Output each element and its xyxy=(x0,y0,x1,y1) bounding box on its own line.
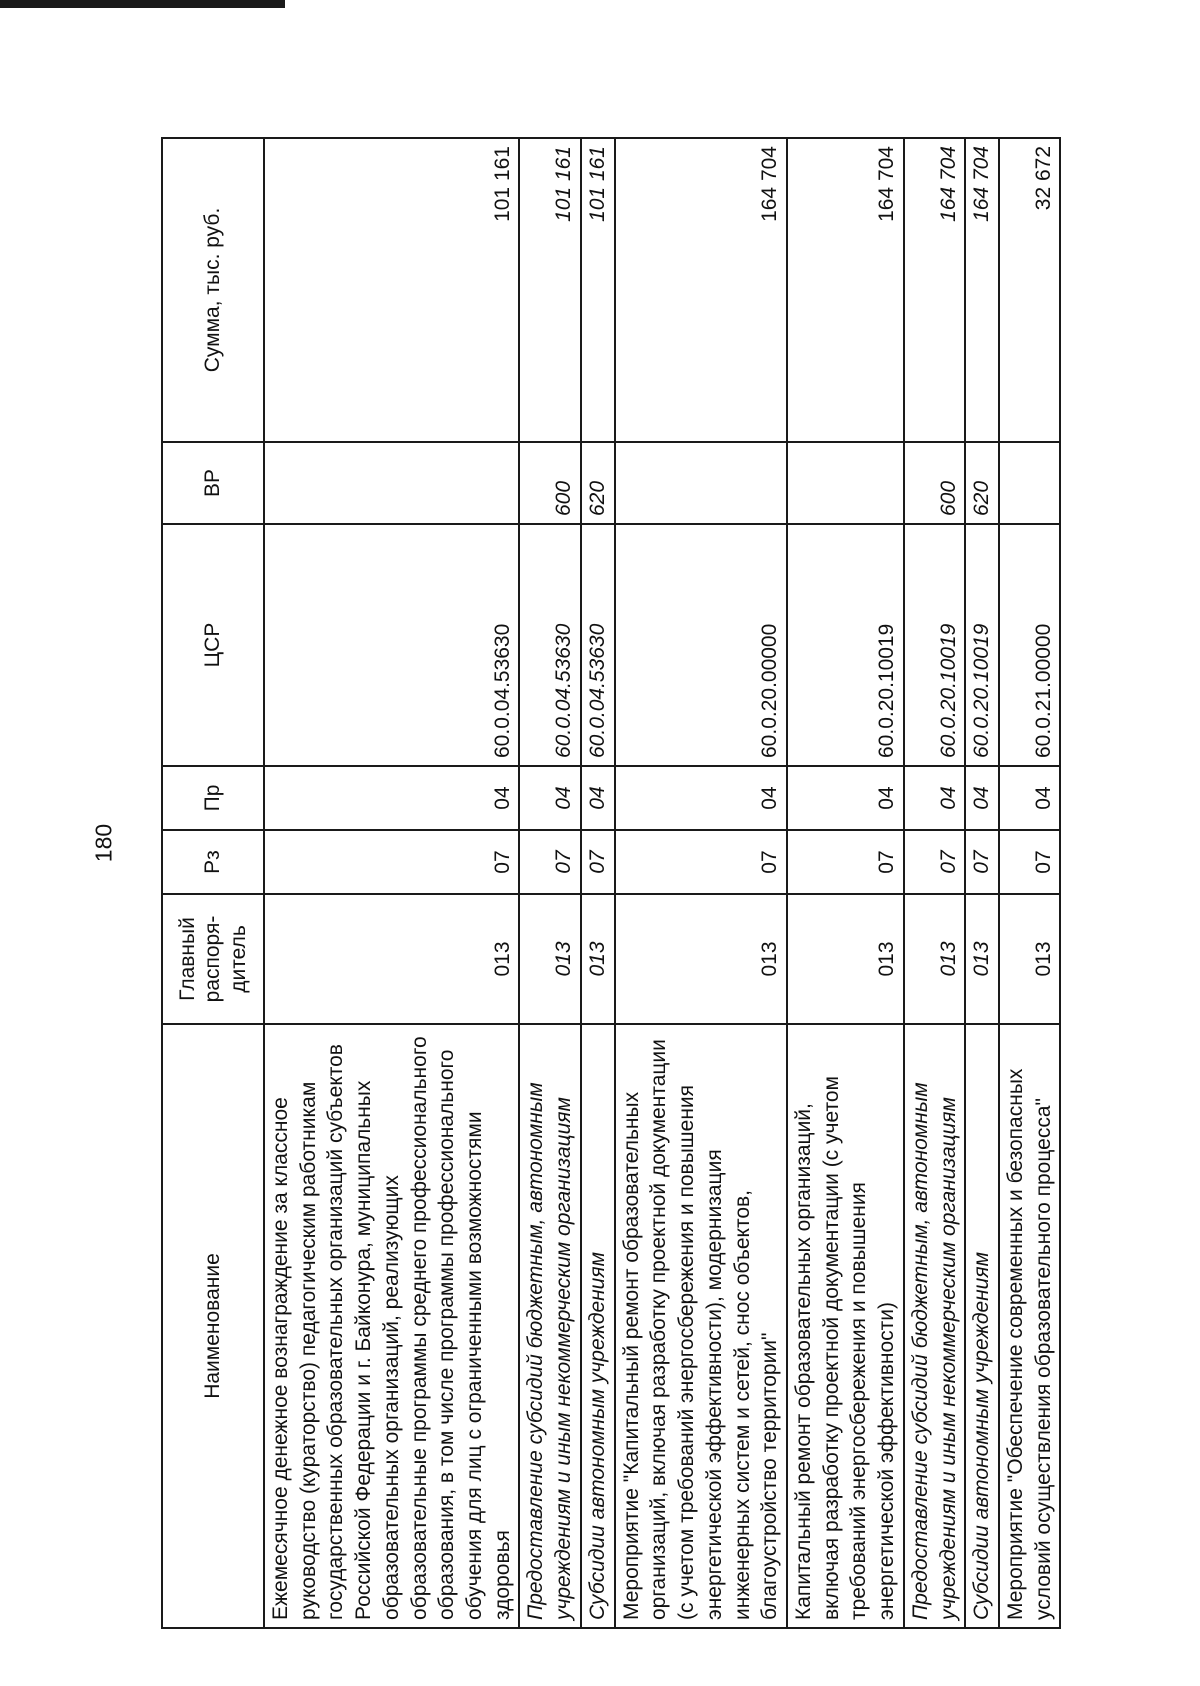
cell-pr: 04 xyxy=(615,766,787,830)
table-row xyxy=(999,138,1060,1628)
cell-name: Субсидии автономным учреждениям xyxy=(965,1024,999,1628)
cell-csr: 60.0.04.53630 xyxy=(519,524,580,766)
cell-rz: 07 xyxy=(264,830,519,894)
budget-table xyxy=(161,137,1061,1629)
cell-pr: 04 xyxy=(581,766,615,830)
cell-name: Капитальный ремонт образовательных организаций, включая разработку проектной документации (с учетом требований энергосбережения и повышения энергетической эффективности) xyxy=(787,1024,904,1628)
cell-csr: 60.0.20.10019 xyxy=(787,524,904,766)
cell-vr xyxy=(787,442,904,524)
cell-csr: 60.0.20.10019 xyxy=(965,524,999,766)
cell-rz: 07 xyxy=(519,830,580,894)
cell-manager: 013 xyxy=(519,894,580,1024)
rotated-table-wrapper xyxy=(161,139,1055,1629)
table-row xyxy=(615,138,787,1628)
cell-pr: 04 xyxy=(965,766,999,830)
header-row xyxy=(162,138,264,1628)
cell-rz: 07 xyxy=(787,830,904,894)
cell-vr: 600 xyxy=(904,442,965,524)
cell-sum: 32 672 xyxy=(999,138,1060,442)
cell-manager: 013 xyxy=(965,894,999,1024)
cell-csr: 60.0.21.00000 xyxy=(999,524,1060,766)
table-header xyxy=(162,138,264,1628)
cell-sum: 101 161 xyxy=(581,138,615,442)
table-row xyxy=(264,138,519,1628)
cell-vr: 620 xyxy=(965,442,999,524)
header-name: Наименование xyxy=(162,1024,264,1628)
table-row xyxy=(787,138,904,1628)
cell-sum: 164 704 xyxy=(904,138,965,442)
cell-name: Предоставление субсидий бюджетным, автономным учреждениям и иным некоммерческим организациям xyxy=(904,1024,965,1628)
cell-manager: 013 xyxy=(999,894,1060,1024)
cell-manager: 013 xyxy=(581,894,615,1024)
header-sum: Сумма, тыс. руб. xyxy=(162,138,264,442)
cell-vr: 620 xyxy=(581,442,615,524)
cell-sum: 164 704 xyxy=(965,138,999,442)
cell-rz: 07 xyxy=(904,830,965,894)
cell-manager: 013 xyxy=(787,894,904,1024)
cell-pr: 04 xyxy=(904,766,965,830)
cell-sum: 101 161 xyxy=(519,138,580,442)
cell-rz: 07 xyxy=(965,830,999,894)
cell-manager: 013 xyxy=(904,894,965,1024)
cell-name: Мероприятие "Обеспечение современных и безопасных условий осуществления образовательного процесса" xyxy=(999,1024,1060,1628)
cell-sum: 164 704 xyxy=(787,138,904,442)
table-body xyxy=(264,138,1060,1628)
cell-manager: 013 xyxy=(615,894,787,1024)
cell-name: Предоставление субсидий бюджетным, автономным учреждениям и иным некоммерческим организациям xyxy=(519,1024,580,1628)
cell-rz: 07 xyxy=(999,830,1060,894)
cell-csr: 60.0.04.53630 xyxy=(264,524,519,766)
cell-sum: 164 704 xyxy=(615,138,787,442)
page-number-text: 180 xyxy=(90,823,117,863)
cell-csr: 60.0.20.00000 xyxy=(615,524,787,766)
cell-sum: 101 161 xyxy=(264,138,519,442)
table-row xyxy=(965,138,999,1628)
table-row xyxy=(581,138,615,1628)
header-manager: Главный распоря-дитель xyxy=(162,894,264,1024)
header-pr: Пр xyxy=(162,766,264,830)
cell-name: Ежемесячное денежное вознаграждение за классное руководство (кураторство) педагогическим работникам государственных образовательных организаций субъектов Российской Федерации и г. Байконура, муниципальных образовательных организаций, реализующих образовательные программы среднего профессионального образования, в том числе программы профессионального обучения для лиц с ограниченными возможностями здоровья xyxy=(264,1024,519,1628)
cell-csr: 60.0.04.53630 xyxy=(581,524,615,766)
cell-vr xyxy=(264,442,519,524)
cell-csr: 60.0.20.10019 xyxy=(904,524,965,766)
cell-pr: 04 xyxy=(519,766,580,830)
scan-edge-mark xyxy=(0,0,285,8)
cell-rz: 07 xyxy=(581,830,615,894)
table-row xyxy=(904,138,965,1628)
cell-vr: 600 xyxy=(519,442,580,524)
cell-pr: 04 xyxy=(787,766,904,830)
cell-pr: 04 xyxy=(999,766,1060,830)
cell-pr: 04 xyxy=(264,766,519,830)
header-csr: ЦСР xyxy=(162,524,264,766)
cell-manager: 013 xyxy=(264,894,519,1024)
table-row xyxy=(519,138,580,1628)
cell-vr xyxy=(615,442,787,524)
cell-vr xyxy=(999,442,1060,524)
cell-rz: 07 xyxy=(615,830,787,894)
cell-name: Субсидии автономным учреждениям xyxy=(581,1024,615,1628)
header-vr: ВР xyxy=(162,442,264,524)
cell-name: Мероприятие "Капитальный ремонт образовательных организаций, включая разработку проектной документации (с учетом требований энергосбережения и повышения энергетической эффективности), модернизация инженерных систем и сетей, снос объектов, благоустройство территории" xyxy=(615,1024,787,1628)
header-rz: Рз xyxy=(162,830,264,894)
